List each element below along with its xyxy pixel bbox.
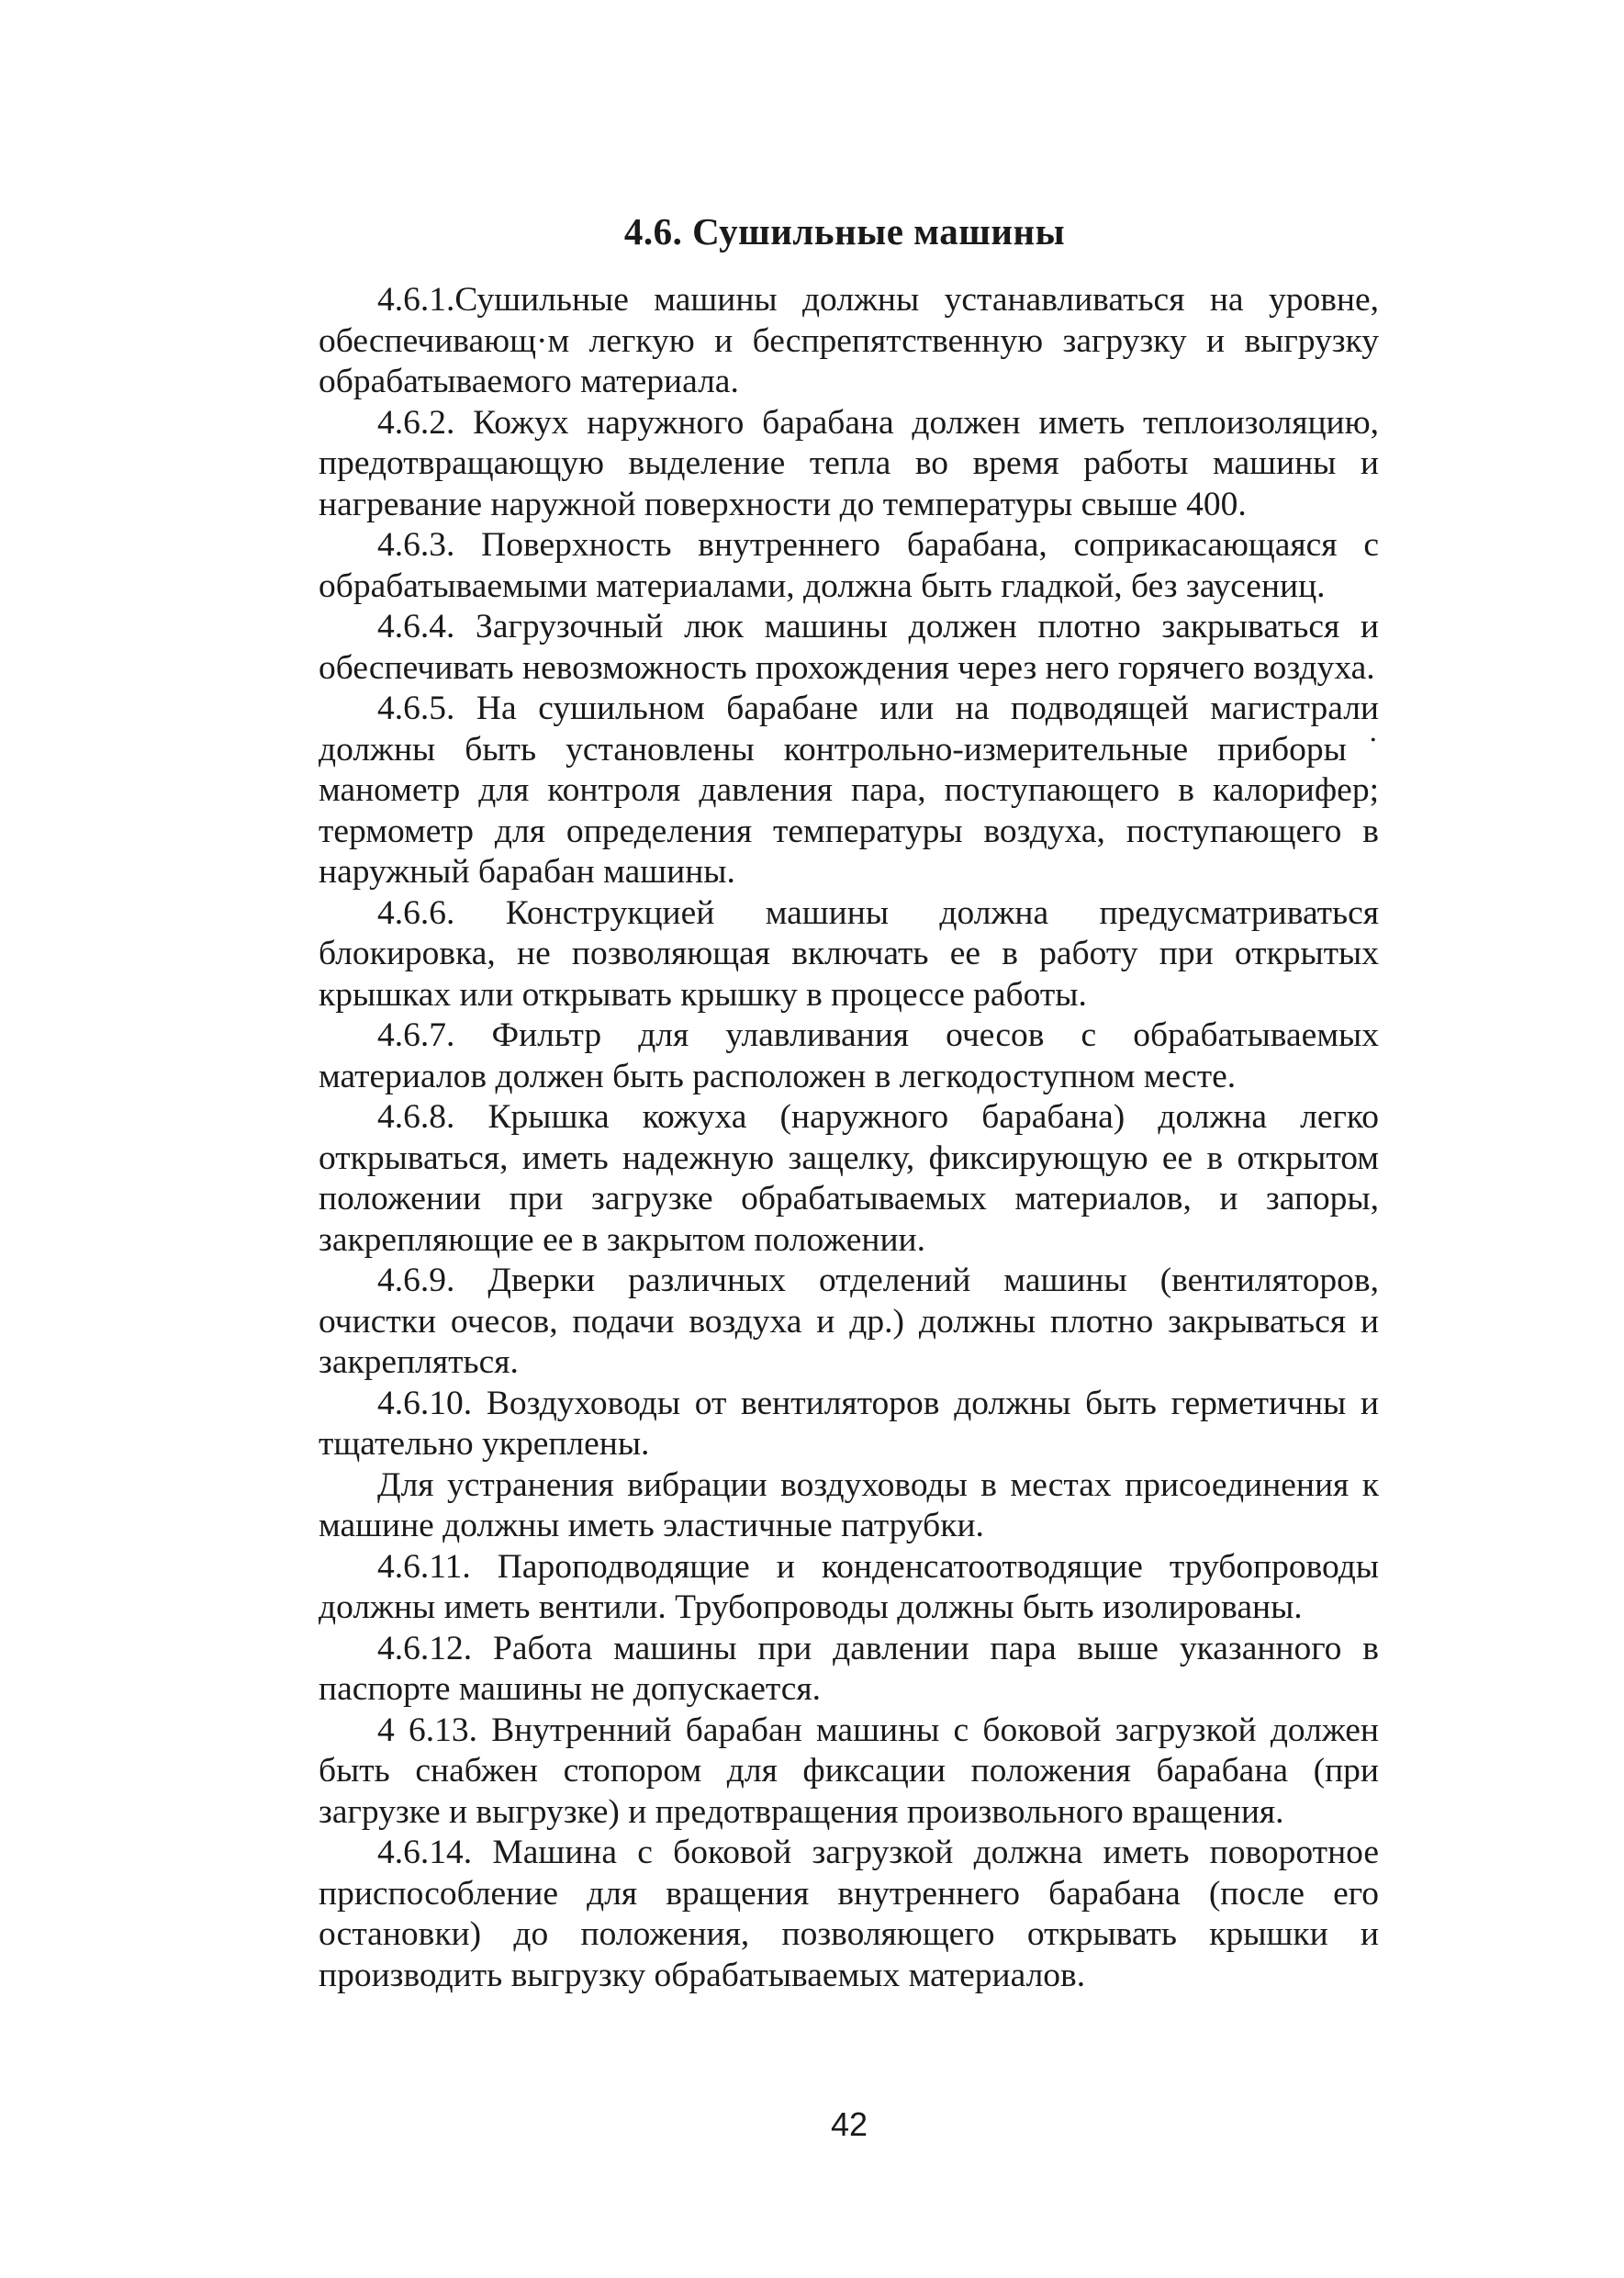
paragraph-4-6-11: 4.6.11. Пароподводящие и конденсатоотводящие трубопроводы должны иметь вентили. Трубопроводы должны быть изолированы. bbox=[319, 1547, 1379, 1626]
paragraph-4-6-10-vibration: Для устранения вибрации воздуховоды в местах присоединения к машине должны иметь эластичные патрубки. bbox=[319, 1465, 1379, 1544]
paragraph-4-6-3: 4.6.3. Поверхность внутреннего барабана, соприкасающаяся с обрабатываемыми материалами, должна быть гладкой, без заусениц. bbox=[319, 526, 1379, 605]
paragraph-4-6-13: 4 6.13. Внутренний барабан машины с боковой загрузкой должен быть снабжен стопором для фиксации положения барабана (при загрузке и выгрузке) и предотвращения произвольного вращения. bbox=[319, 1711, 1379, 1831]
section-body bbox=[319, 280, 1379, 1996]
paragraph-4-6-14: 4.6.14. Машина с боковой загрузкой должна иметь поворотное приспособление для вращения внутреннего барабана (после его остановки) до положения, позволяющего открывать крышки и производить выгрузку обрабатываемых материалов. bbox=[319, 1834, 1379, 1994]
paragraph-4-6-1: 4.6.1.Сушильные машины должны устанавливаться на уровне, обеспечивающ·м легкую и беспрепятственную загрузку и выгрузку обрабатываемого материала. bbox=[319, 281, 1379, 400]
paragraph-4-6-4: 4.6.4. Загрузочный люк машины должен плотно закрываться и обеспечивать невозможность прохождения через него горячего воздуха. bbox=[319, 608, 1379, 687]
paragraph-4-6-9: 4.6.9. Дверки различных отделений машины (вентиляторов, очистки очесов, подачи воздуха и др.) должны плотно закрываться и закрепляться. bbox=[319, 1262, 1379, 1381]
paragraph-4-6-7: 4.6.7. Фильтр для улавливания очесов с обрабатываемых материалов должен быть расположен в легкодоступном месте. bbox=[319, 1016, 1379, 1095]
paragraph-4-6-6: 4.6.6. Конструкцией машины должна предусматриваться блокировка, не позволяющая включать ее в работу при открытых крышках или открывать крышку в процессе работы. bbox=[319, 893, 1379, 1014]
paragraph-4-6-10: 4.6.10. Воздуховоды от вентиляторов должны быть герметичны и тщательно укреплены. bbox=[319, 1384, 1379, 1463]
page-number: 42 bbox=[830, 2105, 868, 2143]
paragraph-4-6-5: 4.6.5. На сушильном барабане или на подводящей магистрали должны быть установлены контрольно-измерительные приборы˙ манометр для контроля давления пара, поступающего в калорифер; термометр для определения температуры воздуха, поступающего в наружный барабан машины. bbox=[319, 690, 1379, 891]
paragraph-4-6-2: 4.6.2. Кожух наружного барабана должен иметь теплоизоляцию, предотвращающую выделение тепла во время работы машины и нагревание наружной поверхности до температуры свыше 400. bbox=[319, 403, 1379, 523]
paragraph-4-6-8: 4.6.8. Крышка кожуха (наружного барабана) должна легко открываться, иметь надежную защелку, фиксирующую ее в открытом положении при загрузке обрабатываемых материалов, и запоры, закрепляющие ее в закрытом положении. bbox=[319, 1098, 1379, 1259]
paragraph-4-6-12: 4.6.12. Работа машины при давлении пара выше указанного в паспорте машины не допускается. bbox=[319, 1629, 1379, 1708]
section-title: 4.6. Сушильные машины bbox=[623, 210, 1066, 252]
